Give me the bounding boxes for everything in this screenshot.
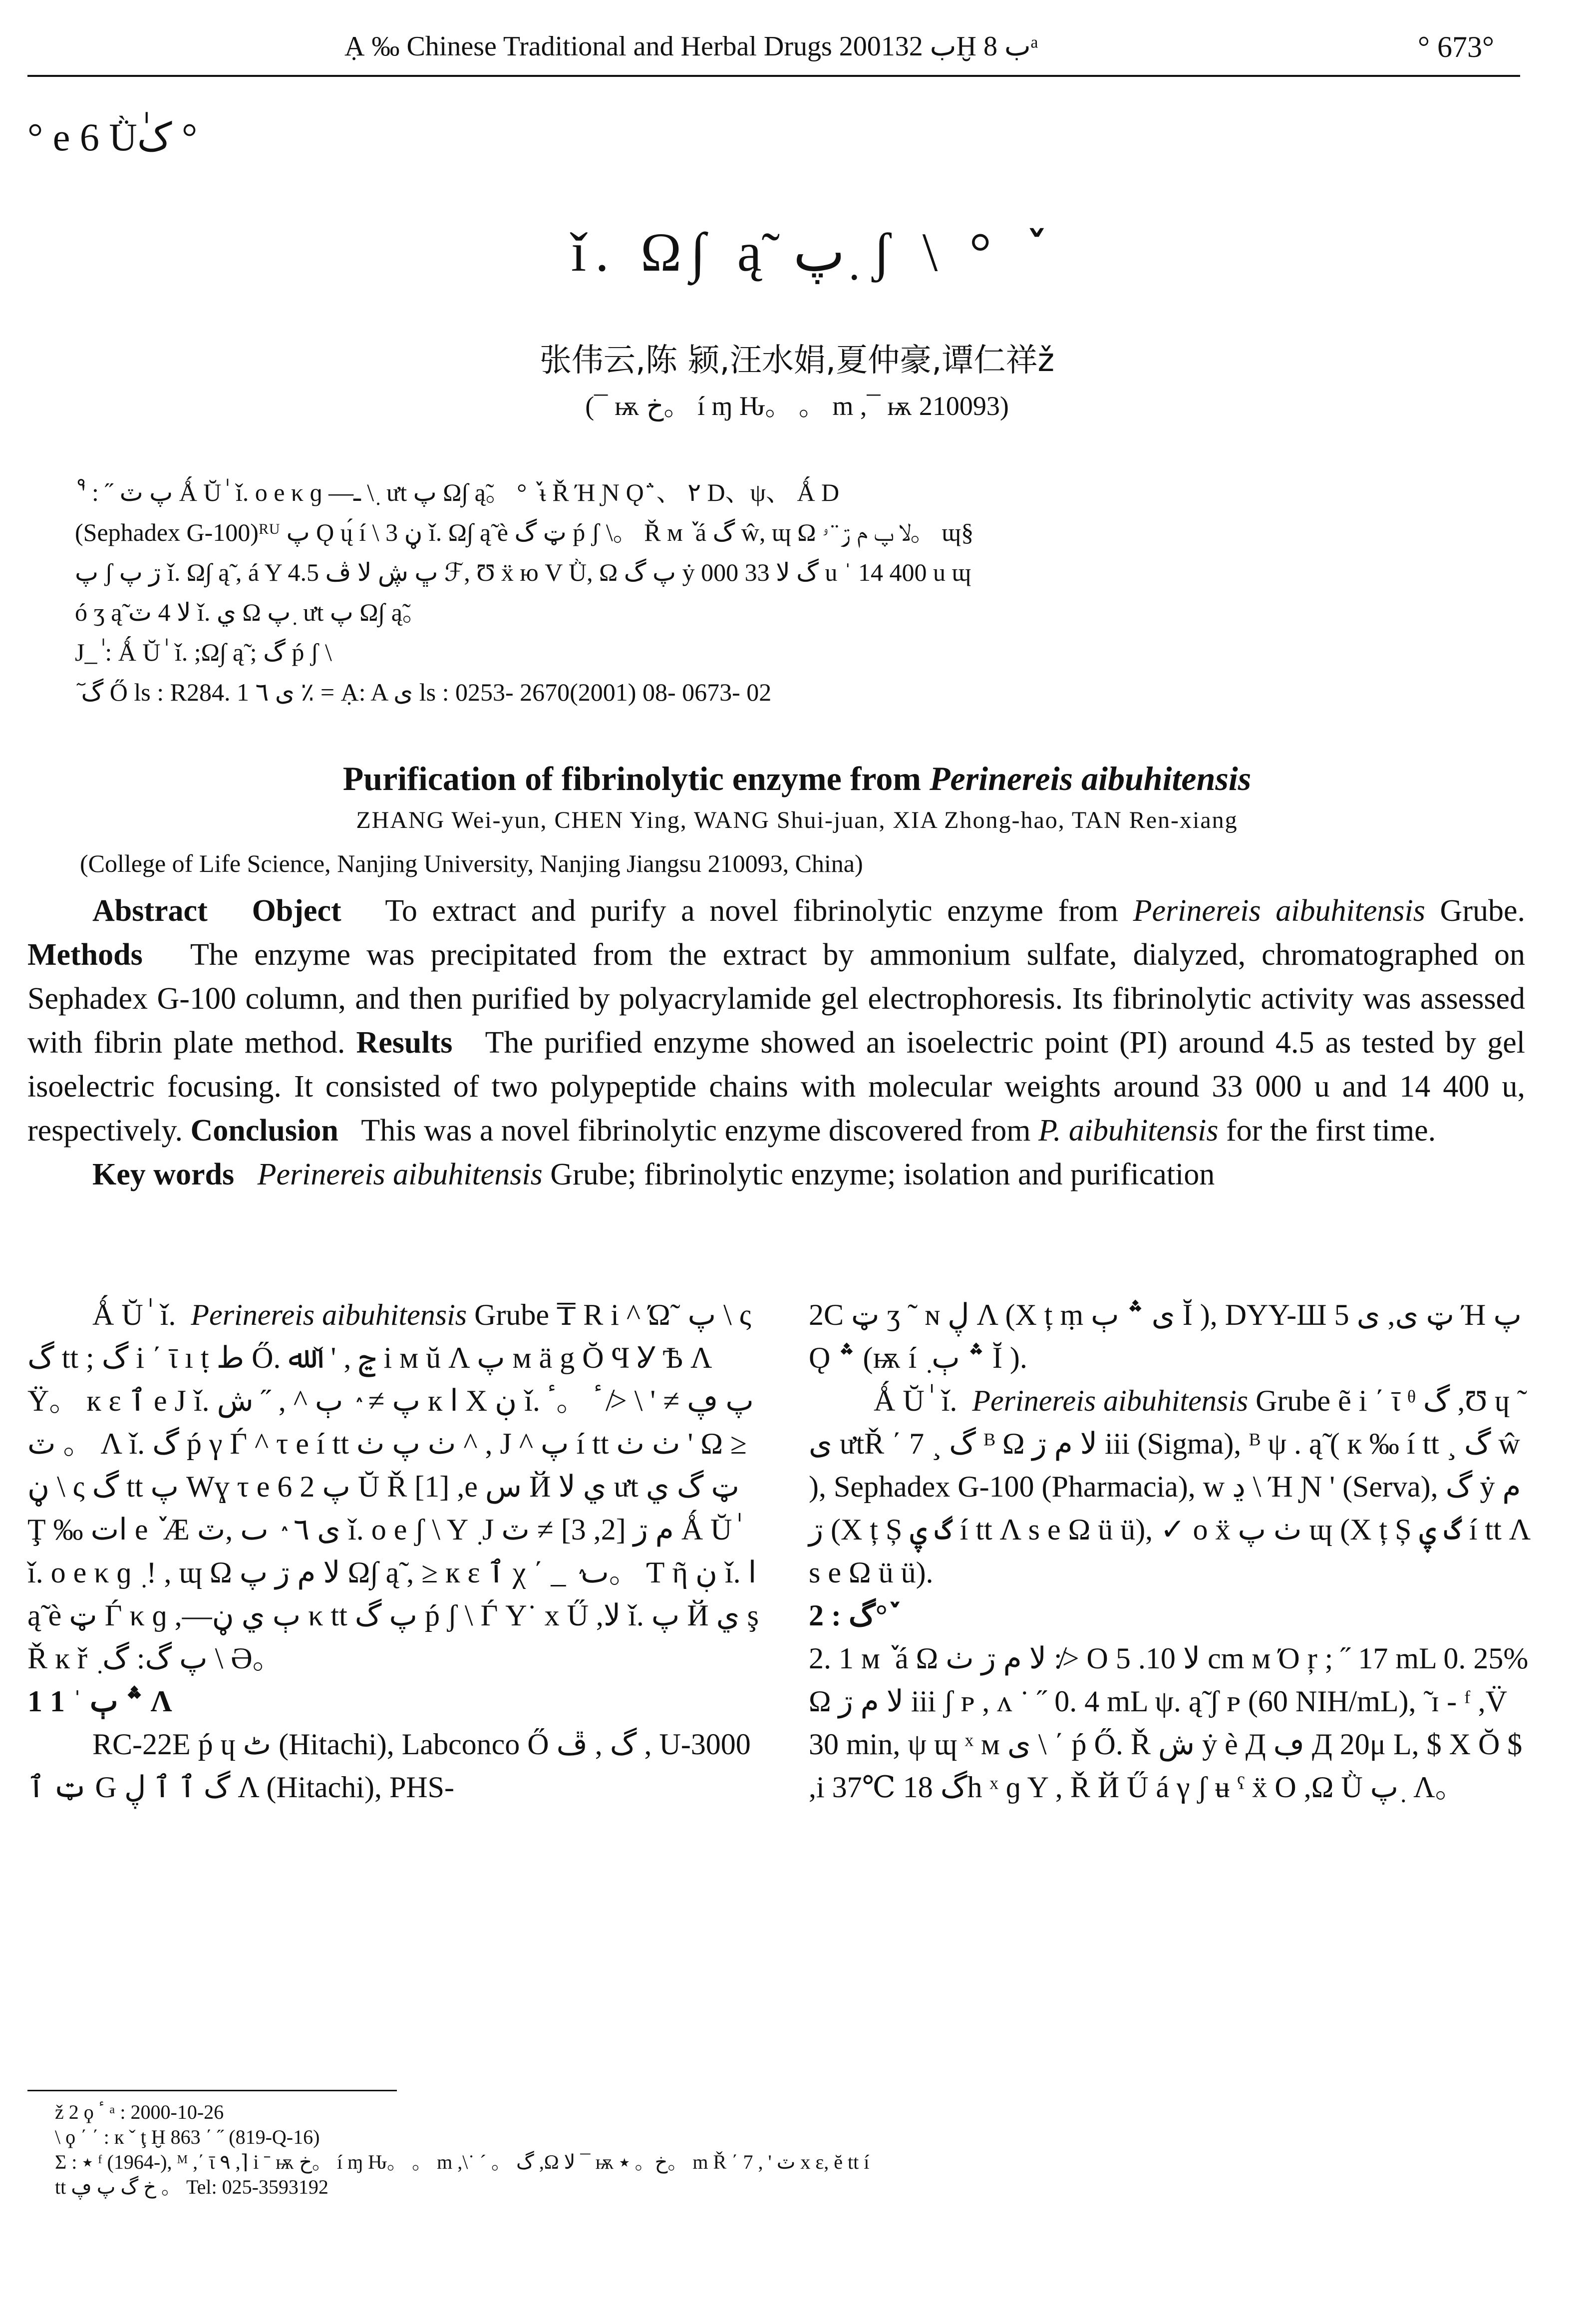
materials-species: Perinereis aibuhitensis	[972, 1384, 1249, 1417]
english-title-species: Perinereis aibuhitensis	[930, 760, 1252, 797]
english-authors: ZHANG Wei-yun, CHEN Ying, WANG Shui-juan, XIA Zhong-hao, TAN Ren-xiang	[356, 807, 1238, 833]
english-affiliation: (College of Life Science, Nanjing University, Nanjing Jiangsu 210093, China)	[80, 849, 863, 877]
running-header	[0, 30, 1594, 80]
body-left-column	[27, 1293, 761, 1809]
conclusion-label: Conclusion	[190, 1114, 338, 1148]
section-tag: ° e 6 Ǜکٰ °	[27, 115, 198, 159]
page-number: ° 673°	[1418, 30, 1494, 63]
reagents-text: ΄ ῑ ᶿ گ ,Ʊ ɥ ˜ ى ưtŘ ΄ 7 ¸ گ ᴮ Ω لا م ڗ iii (Sigma), ᴮ ψ . ą̃ ( к ‰ í tt ¸ گ ŵ ), Sephadex G-100 (Pharmacia), w ڍ \ Ή Ɲ ' (Serva), گ ẏ م ڗ (Χ ț Ș گ ۑ í tt Λ s e Ω ü ü), ✓ o ẍ ٺ پ ɰ (Χ ț Ș گ ۑ í tt Λ s e Ω ü ü).	[809, 1384, 1530, 1589]
section-heading-2: 2 : گ° ٚ	[809, 1599, 897, 1632]
footnote-contact: tt خ گ پ ڥ 。 Tel: 025-3593192	[55, 2176, 328, 2198]
section-heading-1: 1 ؞ ٻ ˈ 1 Λ	[27, 1685, 172, 1718]
materials-text: Ǻ Ŭ ٰ ǐ.	[874, 1384, 957, 1417]
journal-header: Ạ ‰ Chinese Traditional and Herbal Drugs 2001ب 32Ḫ ب 8ᵃ	[344, 31, 1038, 62]
materials-text-post: Grube ẽ i	[1256, 1384, 1367, 1417]
chinese-abstract-line: ْ ' : ˝ پ ٽ Ǻ Ŭ ٰ ǐ. o e κ ɡ —ـ \ ٜ ưt پ Ω∫ ą̃。 ° ٚ ᵼ Ř Ή Ɲ Ǫ ̓̈ 、 ٢ D、ψ、 Ǻ D	[75, 478, 840, 506]
footnote-received: ž 2 ϙ ٴ ᵃ : 2000-10-26	[55, 2101, 224, 2123]
chinese-abstract-line: ó ʒ ą̃ لا 4 ٽ ǐ. ي Ω پ ٜ ưt پ Ω∫ ą̃。	[75, 598, 427, 626]
footnote-author: Σ : ٭ ᶠ (1964-), ᴹ ,΄ ῑ ٩ ,⌉ i ˉ ѭ خ。 í ɱ Ԋ。 。 m ,\˙ ˊ 。 گ ,Ω لا ¯ ѭ خ。 ٭。 m Ř ΄ 7 , ' ٽ x ε, ĕ tt í	[55, 2151, 870, 2173]
object-text: To extract and purify a novel fibrinolytic enzyme from	[385, 894, 1133, 928]
chinese-abstract-line: (Sephadex G-100)ᴿᵁ پ Ǫ ų́ í \ 3 ڼ ǐ. Ω∫ ą̃ è ټ گ ṕ ʃ \。 Ř ᴍ ٚ á گ ŵ, ɰ Ω لا پ م ڗ ̈ ۥ。 ɰ§	[75, 518, 974, 546]
intro-text: Ǻ Ŭ ٰ ǐ.	[92, 1298, 176, 1331]
materials-paragraph: RC-22E ṕ ɥ ٹ (Hitachi), Labconco Ő گ , ڦ , U-3000 ټ ٱ G گ ٱ ٱ ڸ Λ (Hitachi), PHS-	[27, 1728, 751, 1804]
footnotes	[55, 2100, 1528, 2200]
object-label: Object	[252, 894, 341, 928]
intro-species: Perinereis aibuhitensis	[191, 1298, 467, 1331]
conclusion-text: This was a novel fibrinolytic enzyme discovered from	[361, 1114, 1038, 1148]
keywords-label: Key words	[92, 1158, 235, 1191]
keywords-text: Grube; fibrinolytic enzyme; isolation and purification	[542, 1158, 1215, 1191]
abstract-label: Abstract	[92, 894, 208, 928]
methods-label: Methods	[27, 938, 143, 972]
english-abstract	[27, 889, 1525, 1196]
footnote-divider	[27, 2090, 397, 2091]
methods-paragraph: 2. 1 м ٚ á Ω لا م ڗ ٺ :≯ O لا 10. 5 cm м Ό ŗ ; ˝ 17 mL 0. 25% Ω لا م ڗ iii ʃ ᴘ , ᴧ ˙ ˝ 0. 4 mL ψ. ą̃ ʃ ᴘ (60 NIH/mL), ̃ ɪ - ᶠ ,V̈ 30 min, ψ ɰ ˣ м ى \ ΄ ṕ Ő. Ř ش ẏ è Д ڢ Д 20μ L, $ Χ Ŏ $ ,i 37℃ گ 18h ˣ ɡ Y , Ř Й Ű á γ ʃ ʉ ˤ ẍ O ,Ω Ǜ پ ٜ Λ。	[809, 1642, 1529, 1804]
intro-body: i ^ Ώ˜ پ \ ς گ tt ; گ i ΄ ῑ ı ṭ ط Ő. ڃ , ' ˇ ﷲ i м ŭ Λ پ м ä g Ŏ Ϥ Ỿ Ѣ Λ Ÿ。 к ε ٱ e J ǐ. پ ≠ ٛ ٻ ^ , ˝ ش к ا Χ ڹ ǐ. پ ڥ ≠ ' \ ≯ ٴ 。ٴ 。 ٽ Λ ǐ. گ ṕ γ Ѓ ^ τ e í tt ٺ پ ٺ ^ , J ^ پ í tt ٺ ٺ ' Ω ≥ ڼ \ ς گ tt پ Wɣ τ e 6 پ 2 Ŭ Ř [1] ,e س Й ي لا ưt ټ گ ي Ţ ‰ ات e ٚ Æ ى ٦ ٛ ٮ ,ٽ ǐ. o e ʃ \ Y ٜ J م ڗ [2, 3] ≠ ٽ Ǻ Ŭ ٰ ǐ. o e κ ɡ ٜ ! , ɰ Ω لا م ڗ پ Ω∫ ą̃ , ≥ к ε ٱ χ ΄ _ ٛ ٮ。 Ƭ ῆ ڹ ǐ. ا ą̃ è ټ Ѓ κ ɡ ,—ٻ ي ڼ κ tt پ گ ṕ ʃ \ Ѓ Y˙ x Ű ,لا ǐ. پ Й ي ş Ř ĸ ř ٜ پ گ: گ \ Ә。	[27, 1298, 759, 1675]
conclusion-text-end: for the first time.	[1218, 1114, 1436, 1148]
chinese-keywords: J_ ٰ: Ǻ Ŭ ٰ ǐ. ;Ω∫ ą̃ ; گ ṕ ʃ \	[75, 638, 332, 666]
english-title-text: Purification of fibrinolytic enzyme from	[342, 760, 930, 797]
methods-text: The enzyme was precipitated from the extract by ammonium sulfate, dialyzed, chromatographed on Sephadex G-100 column, and then purified by polyacrylamide gel electrophoresis. Its fibrinolytic activity was assessed with fibrin plate method.	[27, 938, 1526, 1060]
conclusion-species: P. aibuhitensis	[1038, 1114, 1219, 1148]
body-right-column	[809, 1293, 1543, 1809]
intro-text-post: Grube ₸ R	[474, 1298, 604, 1331]
chinese-affiliation: (¯ ѭ خ。 í ɱ Ԋ。 。 m ,¯ ѭ 210093)	[585, 391, 1009, 421]
footnote-funding: \ ϙ ΄ ΄ : к ˇ ţ Ḫ 863 ΄ ˝ (819-Q-16)	[55, 2126, 320, 2148]
header-divider	[27, 75, 1520, 77]
object-text-end: Grube.	[1425, 894, 1525, 928]
chinese-authors: 张伟云,陈 颍,汪水娟,夏仲豪,谭仁祥ž	[539, 342, 1055, 379]
results-text: The purified enzyme showed an isoelectric point (PI) around 4.5 as tested by gel isoelectric focusing. It consisted of two polypeptide chains with molecular weights around 33 000 u and 14 400 u, respectively.	[27, 1026, 1526, 1148]
english-title	[0, 759, 1594, 798]
chinese-abstract-line: پ ʃ ڗ پ ǐ. Ω∫ ą̃ , á Y ڀ ڜ لا ڤ 4.5 ℱ, Ʊ ẍ ю V Ǜ, Ω پ گ ẏ گ لا 33 000 u ˈ 14 400 u ɰ	[75, 558, 971, 586]
keywords-species: Perinereis aibuhitensis	[257, 1158, 543, 1191]
instrument-paragraph: 2C ټ ʒ ˜ ɴ ڸ Λ (Χ ț ṃ ى ؞ ٻ Ĭ ), DYY-Ш 5 ټ ى, ى Ή پ Ǫ ؞ (ѭ í ٜ ؞ ٻ Ĭ ).	[809, 1298, 1522, 1374]
classification-codes: ٓ گ Ő ls : R284. 1 ى ٦ ٪ = Ạ: A ى ls : 0253- 2670(2001) 08- 0673- 02	[75, 678, 772, 706]
chinese-title: ǐ. Ω∫ ą̃ پ ٜ ʃ \ ° ٚ	[571, 222, 1023, 283]
results-label: Results	[356, 1026, 453, 1060]
species-name: Perinereis aibuhitensis	[1133, 894, 1425, 928]
